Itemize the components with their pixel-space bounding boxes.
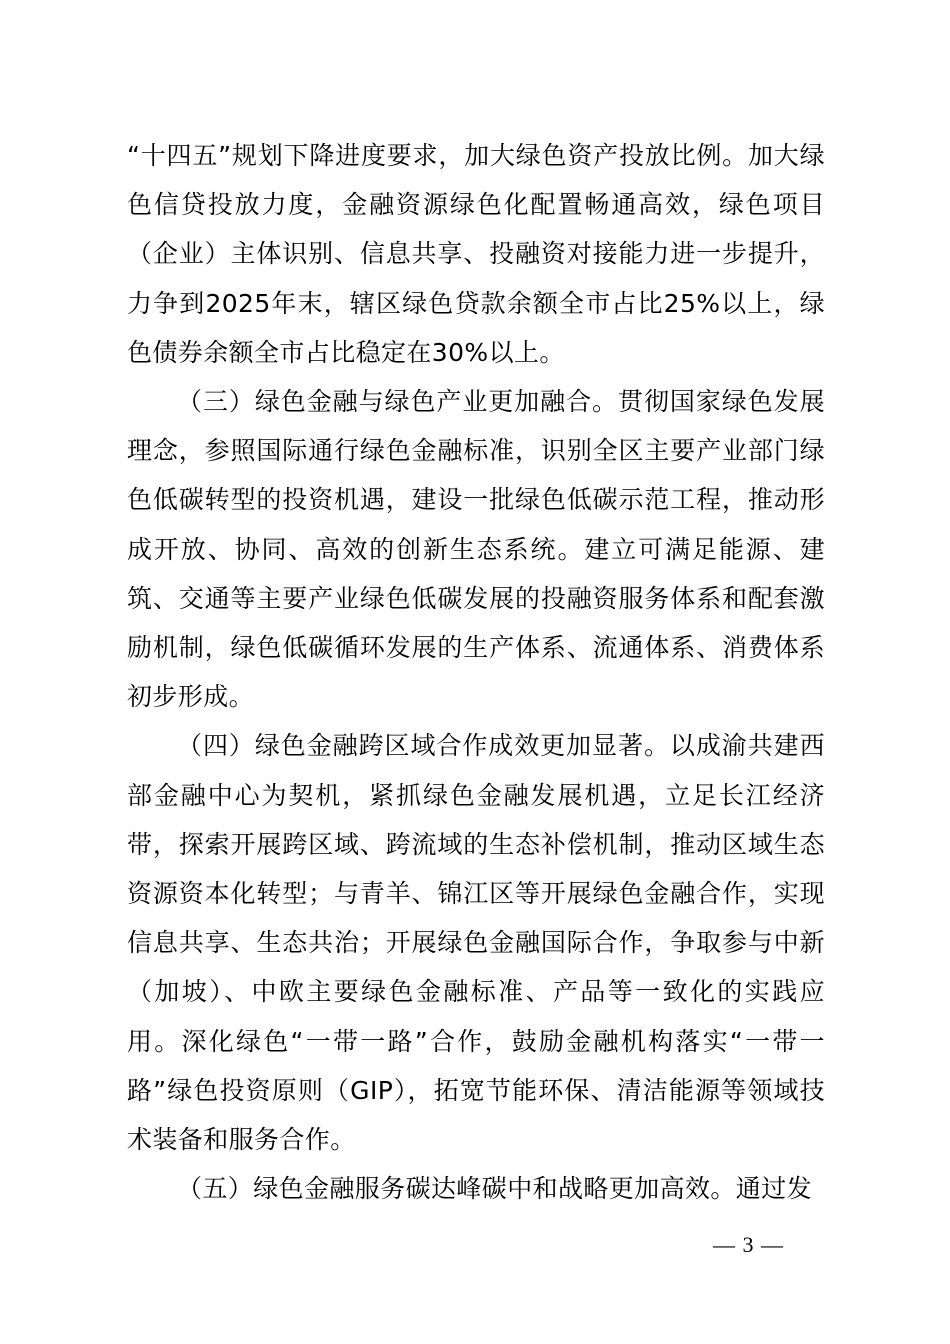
body-text (127, 131, 825, 1213)
paragraph-section-5: （五）绿色金融服务碳达峰碳中和战略更加高效。通过发 (177, 1174, 813, 1204)
page-number: — 3 — (713, 1232, 784, 1257)
paragraph-continuation: “十四五”规划下降进度要求，加大绿色资产投放比例。加大绿色信贷投放力度，金融资源绿色化配置畅通高效，绿色项目（企业）主体识别、信息共享、投融资对接能力进一步提升，力争到2025年末，辖区绿色贷款余额全市占比25%以上，绿色债券余额全市占比稳定在30%以上。 (127, 141, 825, 367)
paragraph-section-3: （三）绿色金融与绿色产业更加融合。贯彻国家绿色发展理念，参照国际通行绿色金融标准，识别全区主要产业部门绿色低碳转型的投资机遇，建设一批绿色低碳示范工程，推动形成开放、协同、高效的创新生态系统。建立可满足能源、建筑、交通等主要产业绿色低碳发展的投融资服务体系和配套激励机制，绿色低碳循环发展的生产体系、流通体系、消费体系初步形成。 (127, 387, 825, 712)
paragraph-section-4: （四）绿色金融跨区域合作成效更加显著。以成渝共建西部金融中心为契机，紧抓绿色金融发展机遇，立足长江经济带，探索开展跨区域、跨流域的生态补偿机制，推动区域生态资源资本化转型；与青羊、锦江区等开展绿色金融合作，实现信息共享、生态共治；开展绿色金融国际合作，争取参与中新（加坡）、中欧主要绿色金融标准、产品等一致化的实践应用。深化绿色“一带一路”合作，鼓励金融机构落实“一带一路”绿色投资原则（GIP），拓宽节能环保、清洁能源等领域技术装备和服务合作。 (127, 731, 825, 1155)
